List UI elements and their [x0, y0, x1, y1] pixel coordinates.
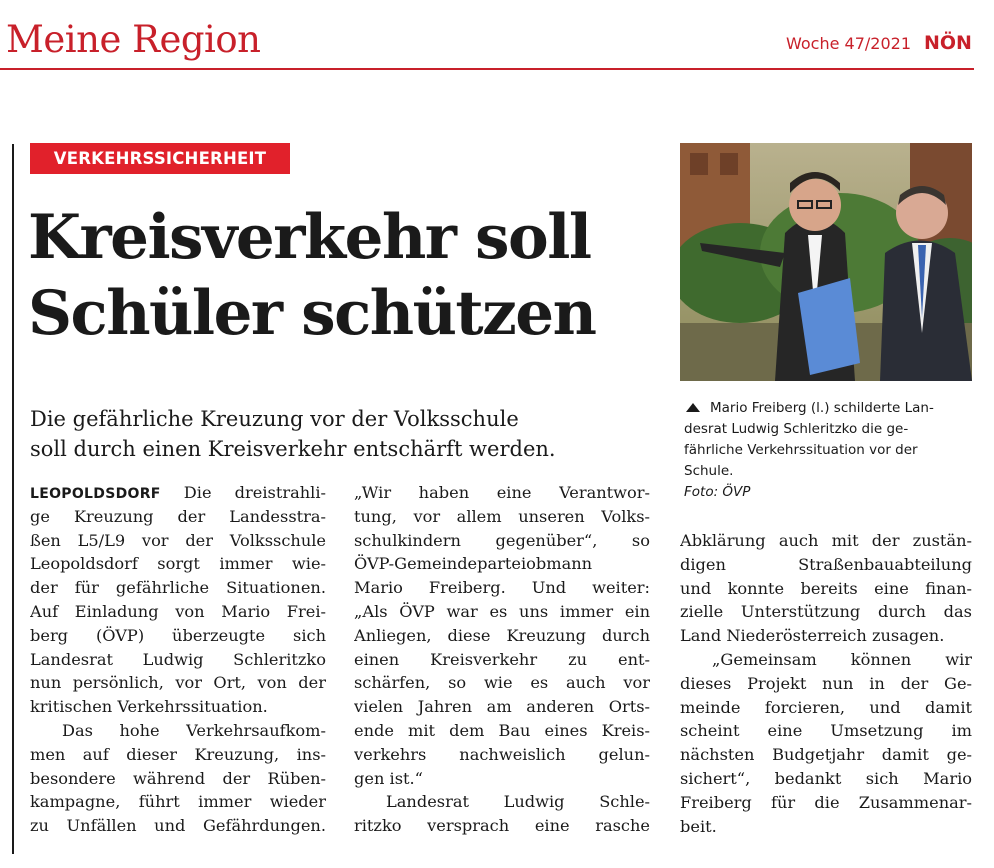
body-line: besondere während der Rüben-	[30, 768, 326, 788]
body-line: sichert“, bedankt sich Mario	[680, 768, 972, 788]
photo-illustration	[680, 143, 972, 381]
headline-line: Kreisverkehr soll	[28, 202, 591, 273]
body-line	[30, 481, 326, 505]
body-line: „Gemeinsam können wir	[712, 649, 972, 669]
body-line: Auf Einladung von Mario Frei-	[30, 601, 326, 621]
body-line: Anliegen, diese Kreuzung durch	[354, 625, 650, 645]
body-line: dieses Projekt nun in der Ge-	[680, 673, 972, 693]
body-line: nächsten Budgetjahr damit ge-	[680, 745, 972, 765]
left-column-rule	[12, 144, 14, 854]
issue-week: Woche 47/2021	[786, 34, 912, 53]
body-line: schulkindern gegenüber“, so	[354, 530, 650, 550]
body-line: der für gefährliche Situationen.	[30, 578, 326, 598]
article-kicker: VERKEHRSSICHERHEIT	[30, 143, 290, 174]
body-line: meinde forcieren, und damit	[680, 697, 972, 717]
caption-line	[684, 398, 974, 419]
body-line: Freiberg für die Zusammenar-	[680, 792, 972, 812]
caption-line: desrat Ludwig Schleritzko die ge-	[684, 421, 909, 437]
body-line: scheint eine Umsetzung im	[680, 721, 972, 741]
body-line: zu Unfällen und Gefährdungen.	[30, 816, 326, 836]
article-photo	[680, 143, 972, 381]
article-lead	[30, 404, 650, 464]
body-line: berg (ÖVP) überzeugte sich	[30, 625, 326, 645]
dateline: LEOPOLDSDORF	[30, 486, 161, 502]
body-line: Landesrat Ludwig Schleritzko	[30, 649, 326, 669]
body-line: Landesrat Ludwig Schle-	[386, 792, 650, 812]
body-line: Mario Freiberg. Und weiter:	[354, 578, 650, 598]
caption-line: Schule.	[684, 463, 734, 479]
body-line: schärfen, so wie es auch vor	[354, 673, 650, 693]
body-line: kritischen Verkehrssituation.	[30, 697, 268, 717]
body-line: gen ist.“	[354, 768, 423, 788]
article-headline	[28, 200, 648, 352]
headline-line: Schüler schützen	[28, 278, 596, 349]
body-column-2	[354, 481, 650, 838]
brand-logo: NÖN	[924, 32, 972, 54]
body-line: Das hohe Verkehrsaufkom-	[62, 720, 326, 740]
body-line: ßen L5/L9 vor der Volksschule	[30, 530, 326, 550]
section-title: Meine Region	[6, 18, 261, 61]
lead-line: Die gefährliche Kreuzung vor der Volksschule	[30, 407, 519, 431]
body-line: einen Kreisverkehr zu ent-	[354, 649, 650, 669]
body-line: verkehrs nachweislich gelun-	[354, 744, 650, 764]
body-line: nun persönlich, vor Ort, von der	[30, 673, 326, 693]
photo-credit: Foto: ÖVP	[684, 484, 751, 500]
body-line: men auf dieser Kreuzung, ins-	[30, 744, 326, 764]
photo-caption	[684, 398, 974, 503]
body-line: ÖVP-Gemeindeparteiobmann	[354, 554, 593, 574]
body-line: „Wir haben eine Verantwor-	[354, 483, 650, 502]
caption-line: fährliche Verkehrssituation vor der	[684, 442, 918, 458]
triangle-up-icon	[686, 403, 700, 412]
body-line: ge Kreuzung der Landesstra-	[30, 506, 326, 526]
body-line: Land Niederösterreich zusagen.	[680, 626, 945, 646]
body-line: beit.	[680, 816, 717, 836]
body-line: Abklärung auch mit der zustän-	[680, 531, 972, 550]
body-line: zielle Unterstützung durch das	[680, 602, 972, 622]
body-column-1	[30, 481, 326, 838]
body-column-3	[680, 529, 972, 838]
body-line: Leopoldsdorf sorgt immer wie-	[30, 554, 326, 574]
body-line: tung, vor allem unseren Volks-	[354, 506, 650, 526]
header-divider	[0, 68, 974, 70]
body-line: digen Straßenbauabteilung	[680, 554, 972, 574]
body-line: ritzko versprach eine rasche	[354, 816, 650, 836]
body-line: kampagne, führt immer wieder	[30, 792, 326, 812]
body-line: ende mit dem Bau eines Kreis-	[354, 720, 650, 740]
body-line: und konnte bereits eine finan-	[680, 578, 972, 598]
body-line: „Als ÖVP war es uns immer ein	[354, 601, 650, 621]
body-line: vielen Jahren am anderen Orts-	[354, 697, 650, 717]
caption-text: Mario Freiberg (l.) schilderte Lan-	[710, 400, 934, 416]
body-text: Die dreistrahli-	[160, 483, 326, 502]
lead-line: soll durch einen Kreisverkehr entschärft werden.	[30, 437, 556, 461]
